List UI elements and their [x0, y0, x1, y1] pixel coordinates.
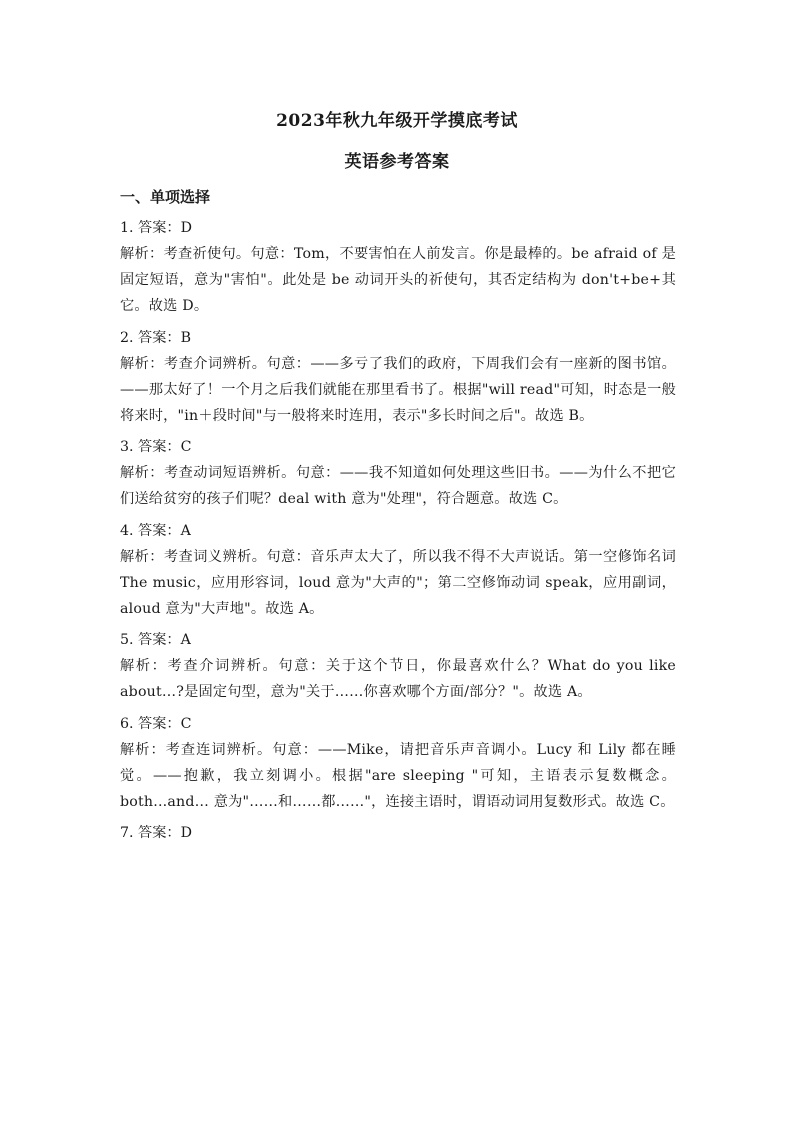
exam-title: 2023年秋九年级开学摸底考试: [276, 111, 518, 131]
explanation-text: 解析：考查连词辨析。句意：——Mike，请把音乐声音调小。Lucy 和 Lily 都在睡觉。——抱歉，我立刻调小。根据"are sleeping "可知，主语表示复数概念。both...and… 意为"……和……都……"，连接主语时，谓语动词用复数形式。故选 C。: [120, 741, 676, 811]
answer-item-6: [120, 711, 676, 816]
answer-content: [120, 184, 676, 846]
answer-line: 7. 答案：D: [120, 825, 192, 842]
answer-item-3: [120, 434, 676, 512]
explanation-text: 解析：考查祈使句。句意：Tom，不要害怕在人前发言。你是最棒的。be afraid of 是固定短语，意为"害怕"。此处是 be 动词开头的祈使句，其否定结构为 don't+be+其它。故选 D。: [120, 246, 676, 315]
answer-item-2: [120, 325, 676, 430]
explanation-text: 解析：考查动词短语辨析。句意：——我不知道如何处理这些旧书。——为什么不把它们送给贫穷的孩子们呢？deal with 意为"处理"，符合题意。故选 C。: [120, 465, 676, 508]
section-heading: 一、单项选择: [120, 188, 211, 206]
answer-item-7: [120, 820, 676, 846]
answer-item-1: [120, 215, 676, 320]
answer-line: 3. 答案：C: [120, 439, 192, 456]
answer-item-5: [120, 627, 676, 705]
answer-line: 4. 答案：A: [120, 522, 191, 539]
answer-line: 2. 答案：B: [120, 329, 192, 346]
explanation-text: 解析：考查词义辨析。句意：音乐声太大了，所以我不得不大声说话。第一空修饰名词 The music，应用形容词，loud 意为"大声的"；第二空修饰动词 speak，应用副词，aloud 意为"大声地"。故选 A。: [120, 548, 676, 618]
answer-line: 5. 答案：A: [120, 632, 191, 649]
answer-item-4: [120, 518, 676, 623]
explanation-text: 解析：考查介词辨析。句意：——多亏了我们的政府，下周我们会有一座新的图书馆。——那太好了！一个月之后我们就能在那里看书了。根据"will read"可知，时态是一般将来时，"in＋段时间"与一般将来时连用，表示"多长时间之后"。故选 B。: [120, 355, 676, 425]
answer-line: 1. 答案：D: [120, 220, 192, 236]
explanation-text: 解析：考查介词辨析。句意：关于这个节日，你最喜欢什么？What do you like about…?是固定句型，意为"关于……你喜欢哪个方面/部分？"。故选 A。: [120, 658, 676, 701]
exam-subtitle: 英语参考答案: [344, 152, 450, 172]
answer-line: 6. 答案：C: [120, 715, 192, 732]
